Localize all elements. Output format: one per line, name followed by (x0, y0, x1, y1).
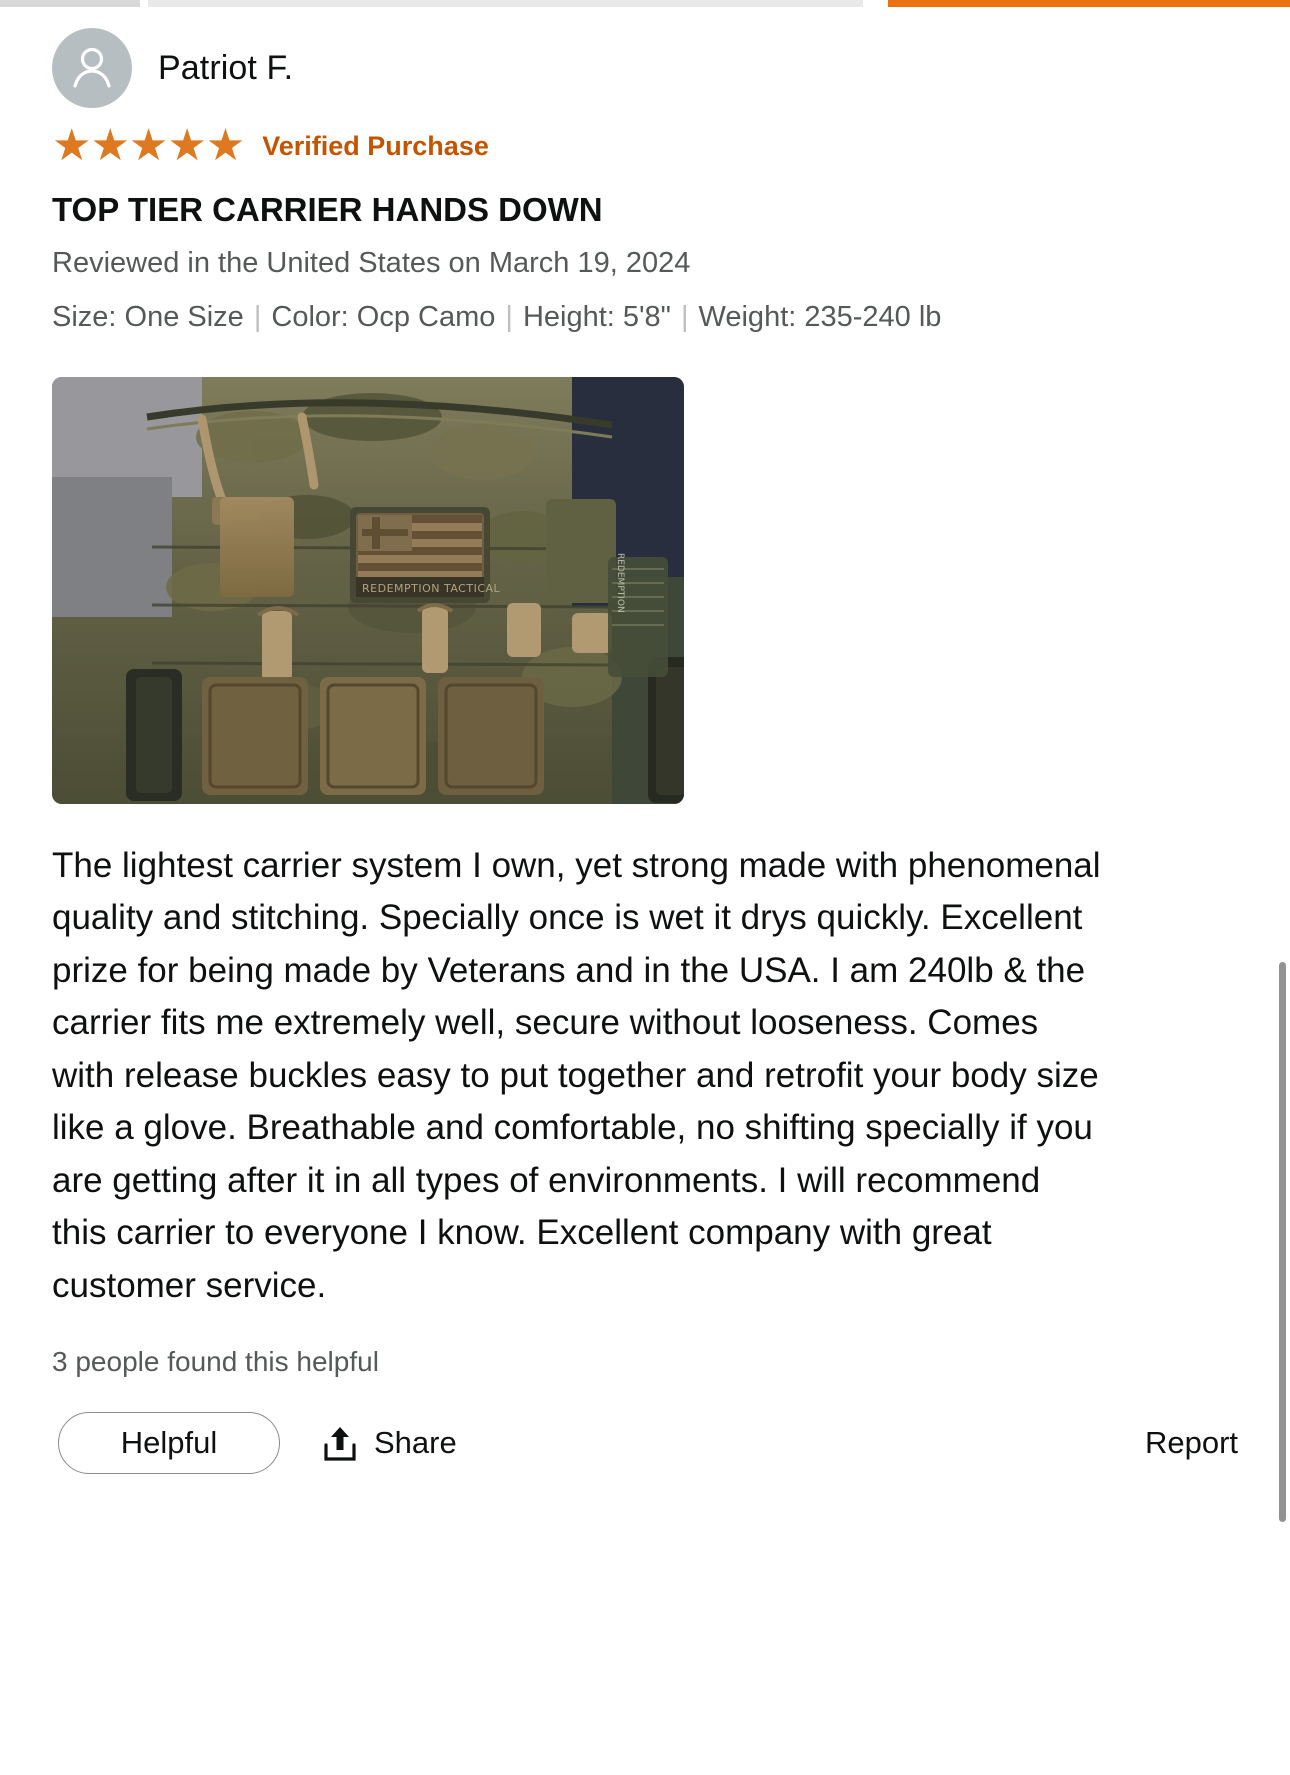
review-photo[interactable] (52, 377, 684, 804)
helpful-count: 3 people found this helpful (52, 1346, 379, 1378)
share-icon (322, 1423, 358, 1463)
tab-strip-progress-accent (888, 0, 1290, 7)
review-title[interactable]: TOP TIER CARRIER HANDS DOWN (52, 191, 603, 228)
variant-height: Height: 5'8" (522, 301, 671, 334)
reviewer-name: Patriot F. (158, 48, 294, 87)
helpful-button[interactable]: Helpful (58, 1412, 280, 1474)
share-label: Share (374, 1425, 457, 1461)
variant-separator-1: | (253, 301, 262, 334)
variant-separator-3: | (680, 301, 689, 334)
tab-strip-segment-left (0, 0, 140, 7)
review-body-text: The lightest carrier system I own, yet strong made with phenomenal quality and stitching. Specially once is wet it drys quickly. Excellent prize for being made by Veterans and in the USA. I am 240lb & the carrier fits me extremely well, secure without looseness. Comes with release buckles easy to put together and retrofit your body size like a glove. Breathable and comfortable, no shifting specially if you are getting after it in all types of environments. I will recommend this carrier to everyone I know. Excellent company with great customer service. (52, 845, 1101, 1305)
customer-review (0, 10, 1290, 1474)
page-scrollbar[interactable] (1279, 962, 1286, 1522)
report-button[interactable]: Report (1144, 1425, 1238, 1461)
variant-color: Color: Ocp Camo (271, 301, 496, 334)
star-rating[interactable]: ★★★★★ (52, 121, 245, 170)
avatar (52, 28, 132, 108)
verified-purchase-badge: Verified Purchase (262, 130, 489, 161)
review-photo-wrap (0, 341, 1290, 804)
tab-strip-segment-middle (148, 0, 863, 7)
svg-text:REDEMPTION: REDEMPTION (615, 552, 625, 613)
variant-separator-2: | (505, 301, 513, 334)
share-button[interactable] (322, 1423, 457, 1463)
reviewer-header[interactable] (0, 10, 1290, 108)
variant-size: Size: One Size (52, 301, 244, 334)
variant-weight: Weight: 235-240 lb (698, 301, 942, 334)
browser-tab-strip (0, 0, 1290, 10)
svg-text:REDEMPTION TACTICAL: REDEMPTION TACTICAL (362, 581, 501, 595)
review-variant-line (0, 280, 1132, 340)
rating-row (0, 108, 1290, 168)
review-date-line: Reviewed in the United States on March 19, 2024 (52, 246, 691, 279)
review-actions (0, 1378, 1290, 1474)
